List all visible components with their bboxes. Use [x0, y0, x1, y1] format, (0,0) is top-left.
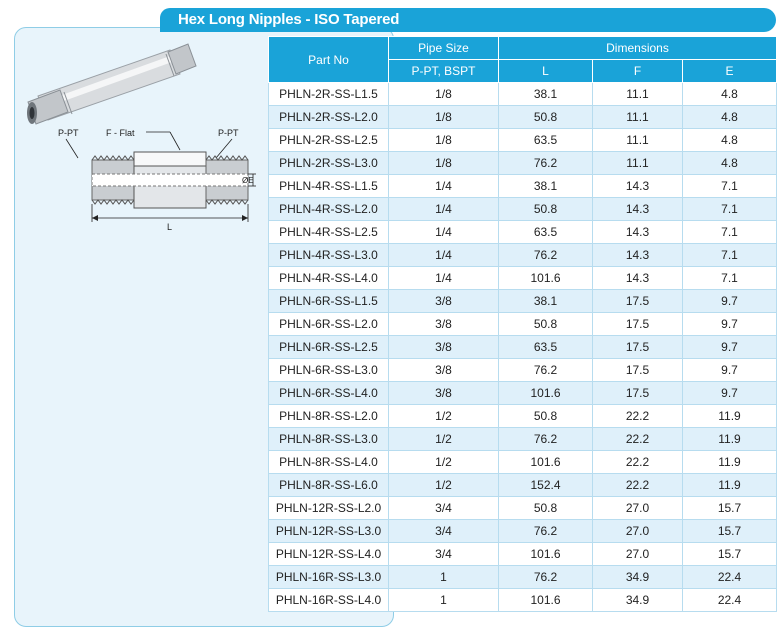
table-row — [269, 198, 777, 221]
table-row — [269, 451, 777, 474]
table-row — [269, 313, 777, 336]
dimension-drawing — [58, 128, 256, 232]
cell-pipe-size: 1/4 — [389, 244, 499, 267]
table-row — [269, 543, 777, 566]
cell-f: 22.2 — [593, 405, 683, 428]
cell-part-no: PHLN-6R-SS-L2.0 — [269, 313, 389, 336]
cell-pipe-size: 3/4 — [389, 497, 499, 520]
cell-l: 50.8 — [499, 198, 593, 221]
table-row — [269, 428, 777, 451]
cell-part-no: PHLN-6R-SS-L3.0 — [269, 359, 389, 382]
label-flat: F - Flat — [106, 128, 135, 138]
cell-pipe-size: 1/8 — [389, 129, 499, 152]
table-row — [269, 267, 777, 290]
col-dimensions: Dimensions — [499, 37, 777, 60]
cell-f: 11.1 — [593, 152, 683, 175]
cell-l: 101.6 — [499, 543, 593, 566]
cell-l: 76.2 — [499, 244, 593, 267]
cell-part-no: PHLN-4R-SS-L2.0 — [269, 198, 389, 221]
product-illustration — [20, 40, 260, 240]
label-e: ØE — [242, 176, 254, 185]
cell-f: 17.5 — [593, 359, 683, 382]
cell-f: 11.1 — [593, 129, 683, 152]
cell-part-no: PHLN-2R-SS-L2.0 — [269, 106, 389, 129]
cell-l: 63.5 — [499, 336, 593, 359]
cell-e: 7.1 — [683, 221, 777, 244]
cell-e: 15.7 — [683, 520, 777, 543]
table-row — [269, 382, 777, 405]
cell-pipe-size: 1/2 — [389, 474, 499, 497]
cell-e: 7.1 — [683, 175, 777, 198]
cell-pipe-size: 1/2 — [389, 428, 499, 451]
cell-f: 17.5 — [593, 336, 683, 359]
table-row — [269, 474, 777, 497]
table-row — [269, 520, 777, 543]
cell-l: 76.2 — [499, 152, 593, 175]
cell-e: 11.9 — [683, 474, 777, 497]
cell-pipe-size: 3/8 — [389, 313, 499, 336]
cell-l: 101.6 — [499, 267, 593, 290]
cell-pipe-size: 3/4 — [389, 520, 499, 543]
cell-f: 34.9 — [593, 566, 683, 589]
cell-l: 76.2 — [499, 428, 593, 451]
cell-part-no: PHLN-6R-SS-L2.5 — [269, 336, 389, 359]
cell-l: 63.5 — [499, 129, 593, 152]
cell-e: 11.9 — [683, 405, 777, 428]
col-pipe-size: Pipe Size — [389, 37, 499, 60]
cell-part-no: PHLN-6R-SS-L1.5 — [269, 290, 389, 313]
cell-f: 27.0 — [593, 497, 683, 520]
cell-f: 14.3 — [593, 175, 683, 198]
cell-e: 7.1 — [683, 198, 777, 221]
cell-f: 22.2 — [593, 474, 683, 497]
cell-f: 14.3 — [593, 244, 683, 267]
cell-f: 27.0 — [593, 520, 683, 543]
table-row — [269, 336, 777, 359]
table-row — [269, 83, 777, 106]
cell-part-no: PHLN-4R-SS-L3.0 — [269, 244, 389, 267]
cell-f: 11.1 — [593, 83, 683, 106]
cell-pipe-size: 1/2 — [389, 405, 499, 428]
cell-pipe-size: 1/8 — [389, 106, 499, 129]
col-pipe-size-sub: P-PT, BSPT — [389, 60, 499, 83]
cell-pipe-size: 1/2 — [389, 451, 499, 474]
cell-e: 22.4 — [683, 589, 777, 612]
cell-pipe-size: 1/4 — [389, 267, 499, 290]
cell-l: 76.2 — [499, 359, 593, 382]
cell-f: 11.1 — [593, 106, 683, 129]
cell-part-no: PHLN-4R-SS-L4.0 — [269, 267, 389, 290]
table-row — [269, 290, 777, 313]
cell-part-no: PHLN-2R-SS-L2.5 — [269, 129, 389, 152]
cell-f: 17.5 — [593, 290, 683, 313]
cell-e: 7.1 — [683, 244, 777, 267]
cell-e: 22.4 — [683, 566, 777, 589]
table-row — [269, 244, 777, 267]
table-row — [269, 152, 777, 175]
cell-part-no: PHLN-8R-SS-L6.0 — [269, 474, 389, 497]
cell-part-no: PHLN-12R-SS-L2.0 — [269, 497, 389, 520]
cell-pipe-size: 1 — [389, 589, 499, 612]
col-f: F — [593, 60, 683, 83]
cell-l: 38.1 — [499, 83, 593, 106]
label-ppt-left: P-PT — [58, 128, 79, 138]
cell-part-no: PHLN-8R-SS-L4.0 — [269, 451, 389, 474]
cell-pipe-size: 3/8 — [389, 290, 499, 313]
table-row — [269, 359, 777, 382]
table-row — [269, 175, 777, 198]
cell-e: 9.7 — [683, 313, 777, 336]
dimensions-table — [268, 36, 777, 612]
cell-f: 14.3 — [593, 267, 683, 290]
cell-f: 14.3 — [593, 198, 683, 221]
cell-f: 22.2 — [593, 451, 683, 474]
cell-part-no: PHLN-2R-SS-L1.5 — [269, 83, 389, 106]
cell-l: 152.4 — [499, 474, 593, 497]
cell-part-no: PHLN-4R-SS-L2.5 — [269, 221, 389, 244]
label-ppt-right: P-PT — [218, 128, 239, 138]
cell-pipe-size: 3/8 — [389, 382, 499, 405]
table-row — [269, 106, 777, 129]
cell-f: 22.2 — [593, 428, 683, 451]
cell-e: 4.8 — [683, 129, 777, 152]
cell-pipe-size: 1/4 — [389, 198, 499, 221]
cell-e: 9.7 — [683, 336, 777, 359]
table-row — [269, 129, 777, 152]
cell-e: 9.7 — [683, 382, 777, 405]
cell-pipe-size: 1/8 — [389, 152, 499, 175]
cell-l: 101.6 — [499, 382, 593, 405]
cell-e: 11.9 — [683, 451, 777, 474]
page-title: Hex Long Nipples - ISO Tapered — [178, 11, 400, 28]
cell-l: 76.2 — [499, 520, 593, 543]
cell-part-no: PHLN-12R-SS-L3.0 — [269, 520, 389, 543]
cell-part-no: PHLN-16R-SS-L4.0 — [269, 589, 389, 612]
cell-l: 63.5 — [499, 221, 593, 244]
cell-l: 38.1 — [499, 290, 593, 313]
cell-pipe-size: 3/8 — [389, 359, 499, 382]
nipple-photo-icon — [27, 44, 196, 124]
cell-e: 4.8 — [683, 152, 777, 175]
cell-e: 11.9 — [683, 428, 777, 451]
table-row — [269, 566, 777, 589]
cell-pipe-size: 1/4 — [389, 175, 499, 198]
cell-l: 76.2 — [499, 566, 593, 589]
cell-l: 50.8 — [499, 405, 593, 428]
cell-part-no: PHLN-16R-SS-L3.0 — [269, 566, 389, 589]
cell-e: 4.8 — [683, 83, 777, 106]
cell-part-no: PHLN-12R-SS-L4.0 — [269, 543, 389, 566]
cell-e: 4.8 — [683, 106, 777, 129]
cell-part-no: PHLN-8R-SS-L2.0 — [269, 405, 389, 428]
cell-e: 9.7 — [683, 359, 777, 382]
table-row — [269, 497, 777, 520]
col-e: E — [683, 60, 777, 83]
cell-part-no: PHLN-6R-SS-L4.0 — [269, 382, 389, 405]
cell-l: 38.1 — [499, 175, 593, 198]
cell-e: 7.1 — [683, 267, 777, 290]
table-row — [269, 405, 777, 428]
cell-l: 101.6 — [499, 589, 593, 612]
cell-l: 50.8 — [499, 313, 593, 336]
cell-pipe-size: 1 — [389, 566, 499, 589]
cell-pipe-size: 3/8 — [389, 336, 499, 359]
label-l: L — [167, 222, 173, 232]
table-row — [269, 221, 777, 244]
cell-e: 15.7 — [683, 543, 777, 566]
cell-pipe-size: 1/4 — [389, 221, 499, 244]
cell-pipe-size: 3/4 — [389, 543, 499, 566]
cell-f: 27.0 — [593, 543, 683, 566]
cell-f: 17.5 — [593, 313, 683, 336]
col-l: L — [499, 60, 593, 83]
cell-f: 34.9 — [593, 589, 683, 612]
table-row — [269, 589, 777, 612]
cell-part-no: PHLN-4R-SS-L1.5 — [269, 175, 389, 198]
cell-e: 15.7 — [683, 497, 777, 520]
cell-f: 17.5 — [593, 382, 683, 405]
cell-l: 50.8 — [499, 106, 593, 129]
cell-part-no: PHLN-8R-SS-L3.0 — [269, 428, 389, 451]
cell-e: 9.7 — [683, 290, 777, 313]
col-part-no: Part No — [269, 37, 389, 83]
cell-l: 101.6 — [499, 451, 593, 474]
cell-f: 14.3 — [593, 221, 683, 244]
cell-pipe-size: 1/8 — [389, 83, 499, 106]
cell-part-no: PHLN-2R-SS-L3.0 — [269, 152, 389, 175]
cell-l: 50.8 — [499, 497, 593, 520]
